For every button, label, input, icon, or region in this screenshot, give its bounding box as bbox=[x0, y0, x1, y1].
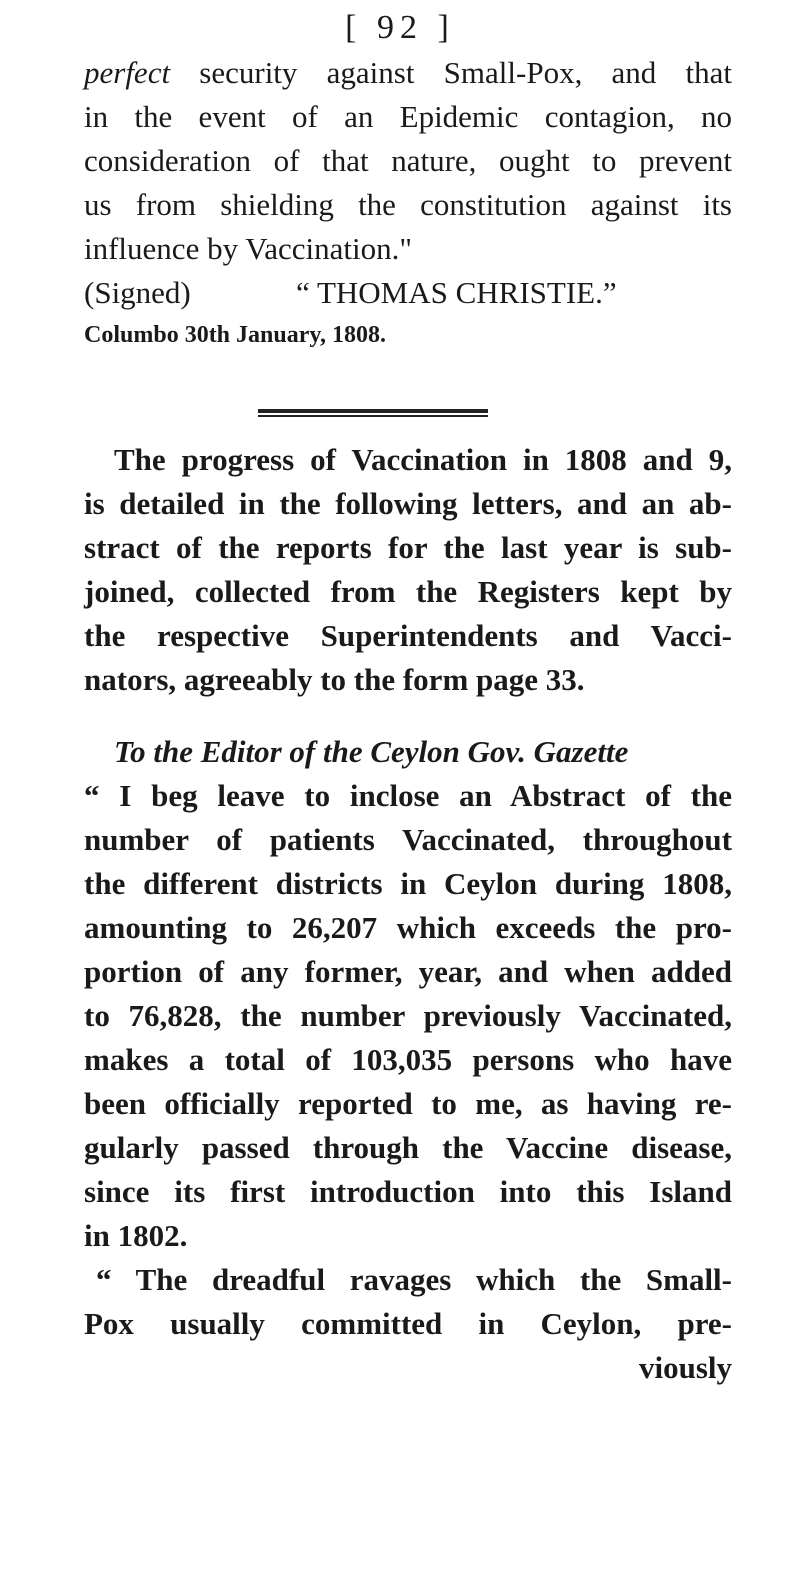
signed-name: “ THOMAS CHRISTIE.” bbox=[296, 275, 617, 310]
progress-line-5: the respective Superintendents and Vacci- bbox=[84, 618, 732, 653]
letter-line-12: “ The dreadful ravages which the Small- bbox=[96, 1262, 732, 1297]
letter-line-13: Pox usually committed in Ceylon, pre- bbox=[84, 1306, 732, 1341]
page-number: [ 92 ] bbox=[345, 9, 455, 46]
catchword: viously bbox=[638, 1350, 732, 1385]
letter-line-8: been officially reported to me, as having re- bbox=[84, 1086, 732, 1121]
progress-line-3: stract of the reports for the last year is sub- bbox=[84, 530, 732, 565]
letter-line-2: number of patients Vaccinated, throughout bbox=[84, 822, 732, 857]
letter-line-4: amounting to 26,207 which exceeds the pro- bbox=[84, 910, 732, 945]
letter-line-9: gularly passed through the Vaccine disease, bbox=[84, 1130, 732, 1165]
letter-line-11: in 1802. bbox=[84, 1218, 188, 1253]
progress-line-1: The progress of Vaccination in 1808 and 9, bbox=[114, 442, 732, 477]
progress-line-4: joined, collected from the Registers kept by bbox=[84, 574, 732, 609]
dateline: Columbo 30th January, 1808. bbox=[84, 322, 387, 348]
letter-line-1: “ I beg leave to inclose an Abstract of the bbox=[84, 778, 732, 813]
intro-line-2: in the event of an Epidemic contagion, no bbox=[84, 99, 732, 134]
progress-line-6: nators, agreeably to the form page 33. bbox=[84, 662, 585, 697]
section-divider bbox=[258, 409, 488, 417]
letter-line-6: to 76,828, the number previously Vaccinated, bbox=[84, 998, 732, 1033]
intro-line-4: us from shielding the constitution against its bbox=[84, 187, 732, 222]
intro-line-1 bbox=[84, 51, 732, 95]
intro-line-1-italic: perfect bbox=[84, 55, 171, 90]
intro-line-1-text: security against Small-Pox, and that bbox=[170, 55, 732, 90]
signed-label: (Signed) bbox=[84, 275, 191, 310]
intro-line-3: consideration of that nature, ought to prevent bbox=[84, 143, 732, 178]
letter-line-7: makes a total of 103,035 persons who have bbox=[84, 1042, 732, 1077]
intro-line-5: influence by Vaccination." bbox=[84, 231, 412, 266]
letter-line-5: portion of any former, year, and when added bbox=[84, 954, 732, 989]
letter-heading: To the Editor of the Ceylon Gov. Gazette bbox=[114, 734, 629, 769]
letter-line-3: the different districts in Ceylon during 1808, bbox=[84, 866, 732, 901]
progress-line-2: is detailed in the following letters, and an ab- bbox=[84, 486, 732, 521]
letter-line-10: since its first introduction into this Island bbox=[84, 1174, 732, 1209]
